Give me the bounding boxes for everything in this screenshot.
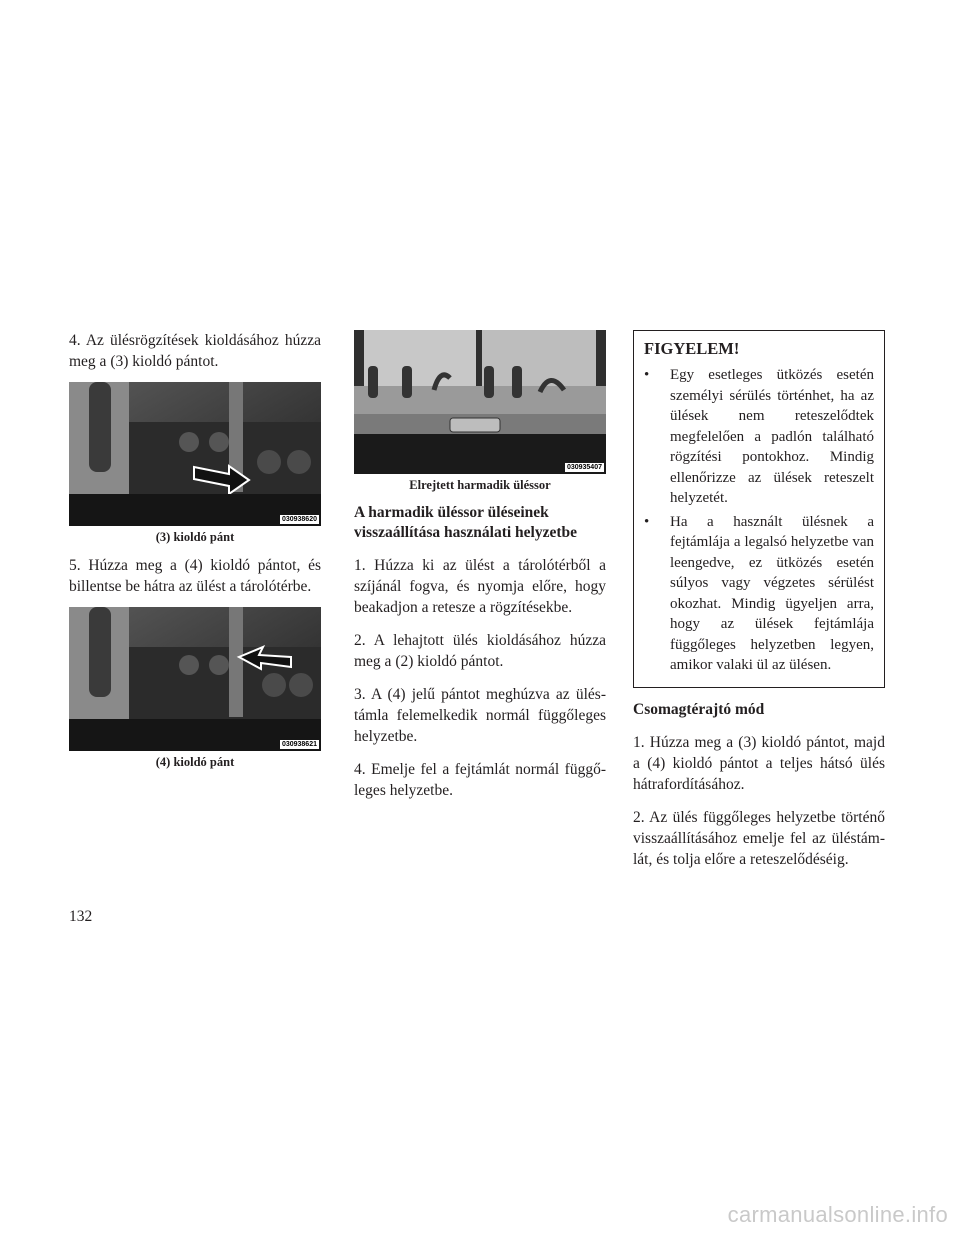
figure-release-strap-4 [69, 607, 321, 751]
step-3-text: 3. A (4) jelű pántot meghúzva az üléstámla felemelkedik normál függőleges helyzetbe. [354, 686, 606, 745]
figure-code: 030935407 [566, 464, 602, 471]
step-5-text: 5. Húzza meg a (4) kioldó pántot, és billentse be hátra az ülést a tárolótérbe. [69, 557, 321, 595]
section-heading-line-2: visszaállítása használati helyzetbe [354, 524, 578, 541]
bullet-icon: • [644, 367, 650, 383]
column-right [633, 330, 885, 870]
warning-list [644, 365, 874, 676]
figure-caption: (4) kioldó pánt [155, 755, 235, 769]
figure-code: 030938620 [281, 516, 317, 523]
step-1-text: 1. Húzza ki az ülést a tárolótérből a szíjánál fogva, és nyomja előre, hogy beakadjon a retesze a rögzítésekbe. [354, 557, 606, 616]
cargo-photo [354, 330, 606, 474]
figure-caption: Elrejtett harmadik üléssor [409, 478, 551, 492]
section-heading: Csomagtérajtó mód [633, 700, 765, 718]
warning-item [644, 365, 874, 509]
bullet-icon: • [644, 513, 650, 530]
figure-stowed-third-row [354, 330, 606, 474]
step-2-text: 2. A lehajtott ülés kioldásához húzza meg a (2) kioldó pántot. [354, 632, 606, 670]
figure-release-strap-3 [69, 382, 321, 526]
step-4-text: 4. Emelje fel a fejtámlát normál függőleges helyzetbe. [354, 761, 606, 799]
warning-box [633, 330, 885, 688]
column-middle [354, 330, 606, 801]
page-number: 132 [69, 908, 93, 925]
watermark: carmanualsonline.info [727, 1202, 948, 1227]
warning-item [644, 512, 874, 676]
figure-caption: (3) kioldó pánt [155, 530, 235, 544]
seat-photo-2 [69, 607, 321, 751]
seat-photo-1 [69, 382, 321, 526]
section-heading-line-1: A harmadik üléssor üléseinek [354, 504, 549, 521]
step-4-text: 4. Az ülésrögzítések kioldásához húzza meg a (3) kioldó pántot. [69, 332, 321, 370]
step-1-text: 1. Húzza meg a (3) kioldó pántot, majd a (4) kioldó pántot a teljes hátsó ülés hátrafordításához. [633, 733, 885, 793]
warning-title: FIGYELEM! [644, 339, 740, 358]
warning-item-text: Egy esetleges ütközés esetén személyi sérülés történhet, ha az ülések nem reteszelődtek megfelelően a padlón található rögzítési pontokhoz. Mindig ellenőrizze az ülések reteszelt helyzetét. [670, 367, 874, 506]
step-2-text: 2. Az ülés függőleges helyzetbe történő visszaállításához emelje fel az üléstámlát, és tolja előre a reteszelődéséig. [633, 808, 885, 868]
warning-item-text: Ha a használt ülésnek a fejtámlája a legalsó helyzetbe van leengedve, ez ütközés esetén súlyos vagy végzetes sérülést okozhat. Mindig ügyeljen arra, hogy az ülések fejtámlája függőleges helyzetben legyen, amikor valaki ül az ülésen. [670, 513, 874, 673]
column-left [69, 330, 321, 780]
figure-code: 030938621 [281, 741, 317, 748]
